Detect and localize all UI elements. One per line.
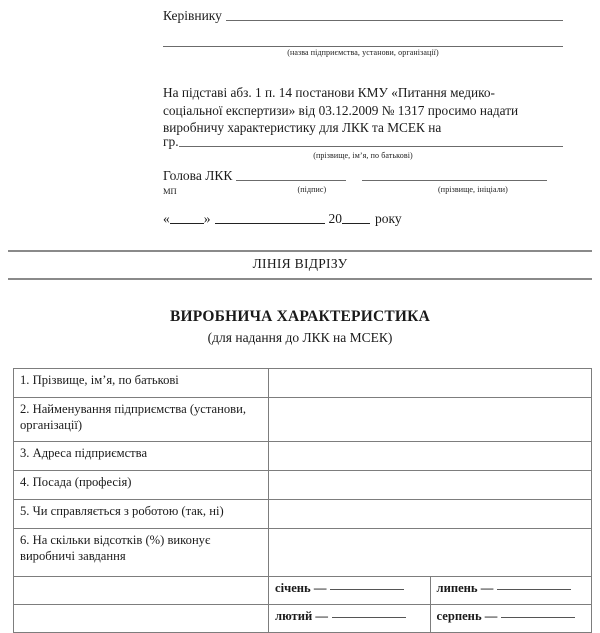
table-row-label: 6. На скільки відсотків (%) виконує виробничі завдання (14, 529, 269, 577)
table-row-value[interactable] (269, 500, 592, 529)
organization-caption: (назва підприємства, установи, організації) (287, 47, 439, 57)
month-cell-left[interactable] (269, 605, 431, 633)
table-row-value[interactable] (269, 369, 592, 398)
organization-fill-line[interactable] (163, 46, 563, 47)
table-row-value[interactable] (269, 529, 592, 577)
caption-gap (367, 186, 383, 196)
table-row-label: 1. Прізвище, ім’я, по батькові (14, 369, 269, 398)
addressee-block (163, 8, 563, 58)
signer-name-caption: (прізвище, ініціали) (438, 184, 508, 194)
month-value-blank[interactable] (332, 617, 406, 618)
date-year-prefix: 20 (328, 211, 342, 226)
person-caption: (прізвище, ім’я, по батькові) (313, 150, 413, 160)
date-day-blank[interactable] (170, 223, 204, 224)
page-subtitle: (для надання до ЛКК на МСЕК) (207, 330, 393, 345)
month-label-sichen: січень — (275, 581, 327, 595)
month-cell-right[interactable] (430, 577, 592, 605)
table-row (14, 471, 592, 500)
page-title: ВИРОБНИЧА ХАРАКТЕРИСТИКА (170, 308, 430, 325)
addressee-fill-line[interactable] (226, 20, 563, 21)
signature-captions (163, 186, 563, 196)
month-value-blank[interactable] (330, 589, 404, 590)
person-name-block (163, 134, 563, 161)
month-cell-left[interactable] (269, 577, 431, 605)
date-quote-open: « (163, 211, 170, 226)
person-label: гр. (163, 134, 179, 149)
addressee-label: Керівнику (163, 8, 222, 23)
table-row (14, 500, 592, 529)
month-row-spacer (14, 605, 269, 633)
month-cell-right[interactable] (430, 605, 592, 633)
signer-role-label: Голова ЛКК (163, 168, 233, 183)
month-value-blank[interactable] (497, 589, 571, 590)
month-value-blank[interactable] (501, 617, 575, 618)
signature-fill-line[interactable] (236, 180, 346, 181)
date-year-suffix: року (375, 211, 402, 226)
table-row-months (14, 577, 592, 605)
legal-basis-paragraph: На підставі абз. 1 п. 14 постанови КМУ «Питання медико-соціальної експертизи» від 03.12.2009 № 1317 просимо надати виробничу характеристику для ЛКК та МСЕК на (163, 85, 519, 136)
date-month-blank[interactable] (215, 223, 325, 224)
signer-name-fill-line[interactable] (362, 180, 547, 181)
stamp-label: МП (163, 185, 177, 196)
table-row-label: 3. Адреса підприємства (14, 442, 269, 471)
table-row-value[interactable] (269, 471, 592, 500)
table-row-months (14, 605, 592, 633)
characteristic-form-table (13, 368, 592, 633)
month-label-lypen: липень — (436, 581, 494, 595)
cut-line-rule-bottom (8, 278, 592, 280)
table-row-value[interactable] (269, 398, 592, 442)
table-row (14, 398, 592, 442)
organization-name-field (163, 46, 563, 58)
table-body (14, 369, 592, 633)
date-row (163, 211, 402, 227)
cut-line-rule-top (8, 250, 592, 252)
table-row (14, 369, 592, 398)
date-year-blank[interactable] (342, 223, 370, 224)
person-fill-line[interactable] (179, 146, 563, 147)
table-row-label: 5. Чи справляється з роботою (так, ні) (14, 500, 269, 529)
table-row-label: 4. Посада (професія) (14, 471, 269, 500)
month-row-spacer (14, 577, 269, 605)
addressee-row (163, 8, 563, 25)
table-row-label: 2. Найменування підприємства (установи, організації) (14, 398, 269, 442)
signature-block (163, 168, 563, 196)
month-label-serpen: серпень — (436, 609, 498, 623)
person-name-row (163, 134, 563, 151)
date-quote-close: » (203, 211, 211, 226)
month-label-lyutyi: лютий — (275, 609, 328, 623)
table-row (14, 442, 592, 471)
table-row-value[interactable] (269, 442, 592, 471)
cut-line-label: ЛІНІЯ ВІДРІЗУ (252, 256, 348, 271)
signature-caption: (підпис) (297, 184, 327, 194)
signature-row (163, 168, 563, 185)
table-row (14, 529, 592, 577)
